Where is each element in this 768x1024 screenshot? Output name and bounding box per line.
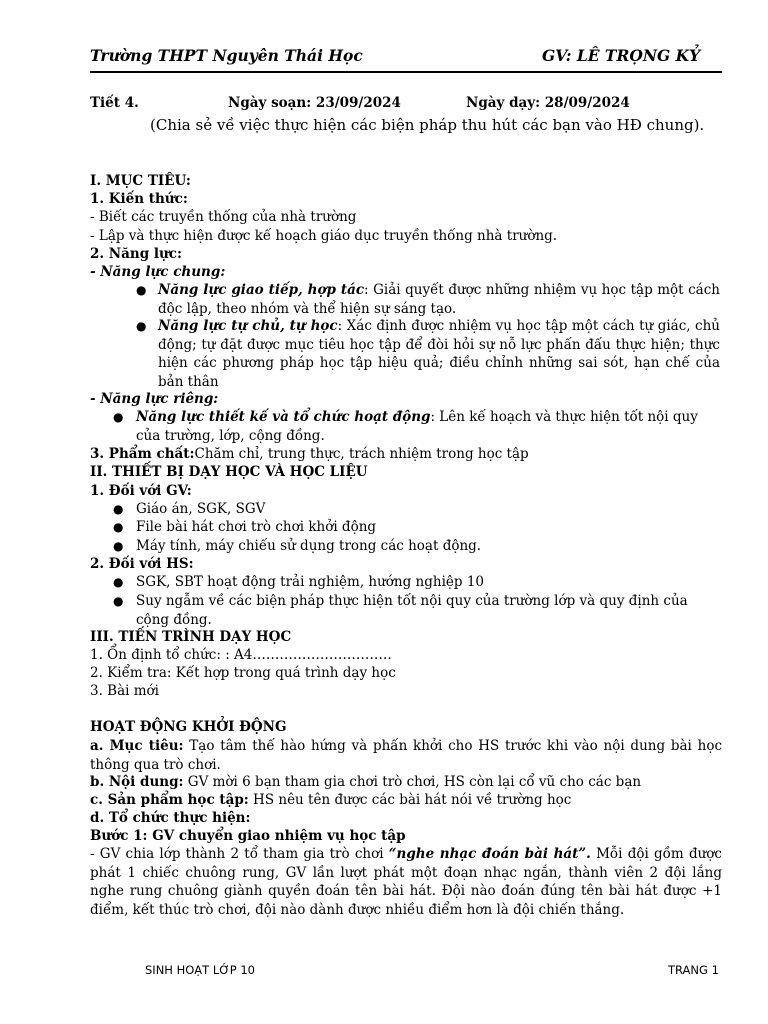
activity-objective: a. Mục tiêu: Tạo tâm thế hào hứng và phấn khởi cho HS trước khi vào nội dung bài học thông qua trò chơi. bbox=[90, 738, 723, 773]
header-rule bbox=[90, 71, 722, 73]
bullet-icon: ● bbox=[113, 520, 124, 534]
teach-date: Ngày dạy: 28/09/2024 bbox=[466, 95, 630, 111]
bullet-icon: ● bbox=[113, 410, 124, 424]
step-1-description: - GV chia lớp thành 2 tổ tham gia trò chơi “nghe nhạc đoán bài hát”. Mỗi đội gồm được phát 1 chiếc chuông rung, GV lần lượt phát một đoạn nhạc ngắn, thành viên 2 đội lắng nghe rung chuông giành quyền đoán tên bài hát. Đội nào đoán đúng tên bài hát được +1 điểm, kết thúc trò chơi, đội nào dành được nhiều điểm hơn là đội chiến thắng. bbox=[90, 846, 722, 918]
lesson-number: Tiết 4. bbox=[90, 95, 139, 111]
specific-competence-title: - Năng lực riêng: bbox=[90, 391, 219, 407]
knowledge-title: 1. Kiến thức: bbox=[90, 191, 188, 207]
student-equipment-item: Suy ngẫm về các biện pháp thực hiện tốt nội quy của trường lớp và quy định của cộng đồng. bbox=[136, 593, 688, 628]
footer-left: SINH HOẠT LỚP 10 bbox=[145, 963, 255, 977]
teacher-equipment-item: Giáo án, SGK, SGV bbox=[136, 501, 266, 517]
bullet-icon: ● bbox=[113, 502, 124, 516]
knowledge-item-1: - Biết các truyền thống của nhà trường bbox=[90, 209, 357, 225]
bullet-icon: ● bbox=[113, 575, 124, 589]
process-item-1: 1. Ổn định tổ chức: : A4…………………………. bbox=[90, 647, 392, 663]
activity-title: HOẠT ĐỘNG KHỞI ĐỘNG bbox=[90, 719, 287, 735]
step-1-title: Bước 1: GV chuyển giao nhiệm vụ học tập bbox=[90, 828, 406, 844]
general-competence-2: Năng lực tự chủ, tự học: Xác định được nhiệm vụ học tập một cách tự giác, chủ động; tự đặt được mục tiêu học tập để đòi hỏi sự nỗ lực phấn đấu thực hiện; thực hiện các phương pháp học tập hiệu quả; điều chỉnh những sai sót, hạn chế của bản thân bbox=[158, 318, 720, 390]
specific-competence-1: Năng lực thiết kế và tổ chức hoạt động: Lên kế hoạch và thực hiện tốt nội quy của trường, lớp, cộng đồng. bbox=[136, 409, 698, 444]
knowledge-item-2: - Lập và thực hiện được kế hoạch giáo dục truyền thống nhà trường. bbox=[90, 228, 558, 244]
section-1-title: I. MỤC TIÊU: bbox=[90, 173, 191, 189]
process-item-3: 3. Bài mới bbox=[90, 683, 159, 699]
teacher-equipment-title: 1. Đối với GV: bbox=[90, 483, 192, 499]
teacher-name: GV: LÊ TRỌNG KỶ bbox=[542, 46, 701, 65]
bullet-icon: ● bbox=[136, 283, 147, 297]
student-equipment-item: SGK, SBT hoạt động trải nghiệm, hướng nghiệp 10 bbox=[136, 574, 485, 590]
student-equipment-title: 2. Đối với HS: bbox=[90, 556, 194, 572]
teacher-equipment-item: File bài hát chơi trò chơi khởi động bbox=[136, 519, 377, 535]
activity-content: b. Nội dung: GV mời 6 bạn tham gia chơi trò chơi, HS còn lại cổ vũ cho các bạn bbox=[90, 774, 642, 790]
general-competence-title: - Năng lực chung: bbox=[90, 264, 226, 280]
bullet-icon: ● bbox=[113, 539, 124, 553]
bullet-icon: ● bbox=[136, 319, 147, 333]
section-2-title: II. THIẾT BỊ DẠY HỌC VÀ HỌC LIỆU bbox=[90, 464, 368, 480]
qualities: 3. Phẩm chất:Chăm chỉ, trung thực, trách nhiệm trong học tập bbox=[90, 446, 529, 462]
lesson-topic: (Chia sẻ về việc thực hiện các biện pháp thu hút các bạn vào HĐ chung). bbox=[150, 116, 705, 134]
school-name: Trường THPT Nguyên Thái Học bbox=[90, 46, 363, 65]
prep-date: Ngày soạn: 23/09/2024 bbox=[228, 95, 401, 111]
teacher-equipment-item: Máy tính, máy chiếu sử dụng trong các hoạt động. bbox=[136, 538, 482, 554]
page-number: TRANG 1 bbox=[668, 963, 719, 977]
bullet-icon: ● bbox=[113, 594, 124, 608]
activity-product: c. Sản phẩm học tập: HS nêu tên được các bài hát nói về trường học bbox=[90, 792, 572, 808]
activity-organization: d. Tổ chức thực hiện: bbox=[90, 810, 251, 826]
process-item-2: 2. Kiểm tra: Kết hợp trong quá trình dạy học bbox=[90, 665, 396, 681]
general-competence-1: Năng lực giao tiếp, hợp tác: Giải quyết được những nhiệm vụ học tập một cách độc lập, theo nhóm và thể hiện sự sáng tạo. bbox=[158, 282, 720, 317]
section-3-title: III. TIẾN TRÌNH DẠY HỌC bbox=[90, 629, 292, 645]
competence-title: 2. Năng lực: bbox=[90, 246, 182, 262]
